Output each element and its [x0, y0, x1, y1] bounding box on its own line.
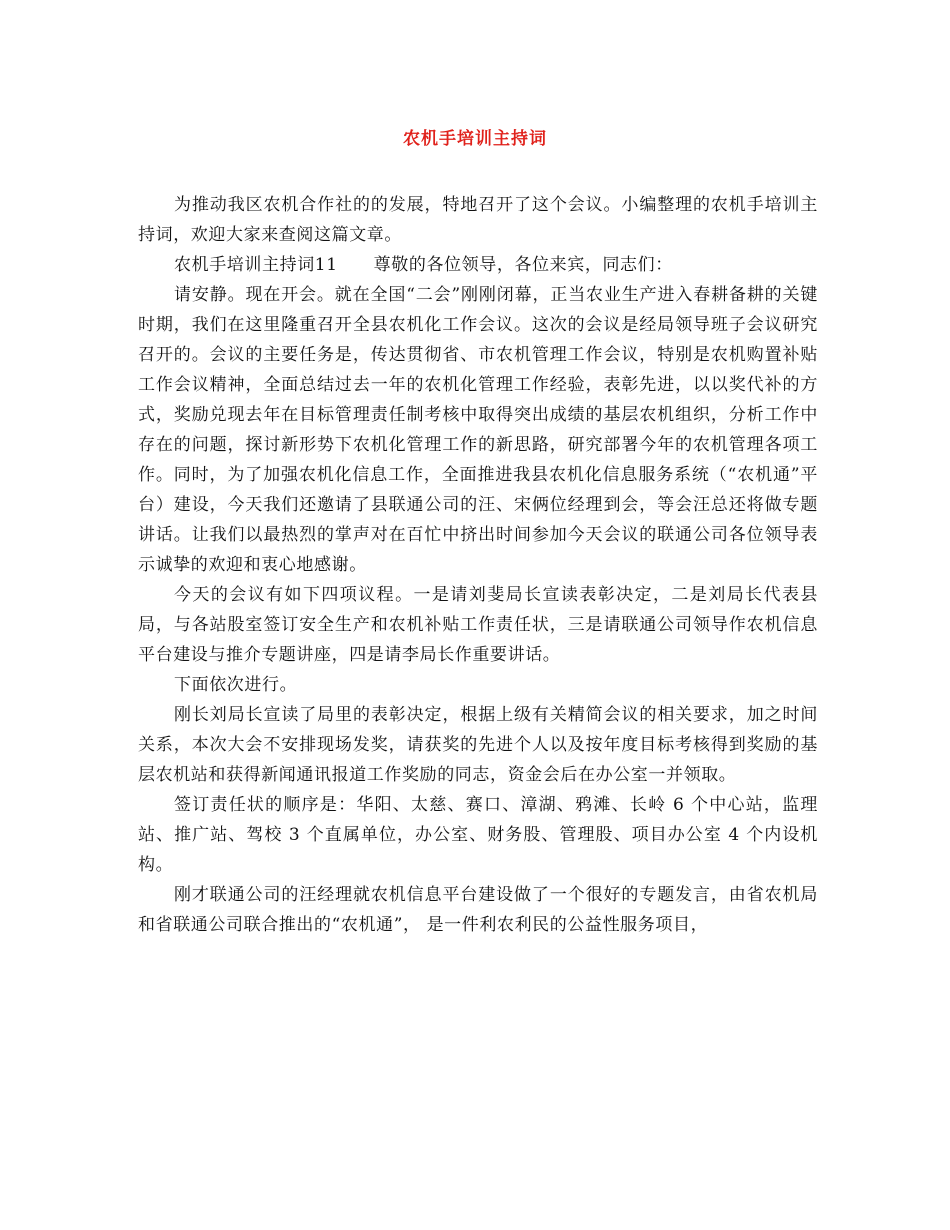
- heading-line-left: 农机手培训主持词11: [174, 255, 338, 275]
- paragraph-awards: 刚长刘局长宣读了局里的表彰决定，根据上级有关精简会议的相关要求，加之时间关系，本次大会不安排现场发奖，请获奖的先进个人以及按年度目标考核得到奖励的基层农机站和获得新闻通讯报道工作奖励的同志，资金会后在办公室一并领取。: [138, 705, 818, 785]
- heading-line-right: 尊敬的各位领导，各位来宾，同志们：: [373, 255, 673, 275]
- document-title: 农机手培训主持词: [403, 129, 547, 149]
- paragraph-intro: 为推动我区农机合作社的的发展，特地召开了这个会议。小编整理的农机手培训主持词，欢迎大家来查阅这篇文章。: [138, 195, 818, 245]
- paragraph-opening: 请安静。现在开会。就在全国“二会”刚刚闭幕，正当农业生产进入春耕备耕的关键时期，我们在这里隆重召开全县农机化工作会议。这次的会议是经局领导班子会议研究召开的。会议的主要任务是，传达贯彻省、市农机管理工作会议，特别是农机购置补贴工作会议精神，全面总结过去一年的农机化管理工作经验，表彰先进，以以奖代补的方式，奖励兑现去年在目标管理责任制考核中取得突出成绩的基层农机组织，分析工作中存在的问题，探讨新形势下农机化管理工作的新思路，研究部署今年的农机管理各项工作。同时，为了加强农机化信息工作，全面推进我县农机化信息服务系统（“农机通”平台）建设，今天我们还邀请了县联通公司的汪、宋俩位经理到会，等会汪总还将做专题讲话。让我们以最热烈的掌声对在百忙中挤出时间参加今天会议的联通公司各位领导表示诚挚的欢迎和衷心地感谢。: [138, 285, 818, 575]
- paragraph-signing-order: 签订责任状的顺序是：华阳、太慈、赛口、漳湖、鸦滩、长岭 6 个中心站，监理站、推广站、驾校 3 个直属单位，办公室、财务股、管理股、项目办公室 4 个内设机构。: [138, 795, 818, 875]
- paragraph-proceed: 下面依次进行。: [174, 675, 298, 695]
- document-body: [138, 190, 818, 940]
- paragraph-unicom-talk: 刚才联通公司的汪经理就农机信息平台建设做了一个很好的专题发言，由省农机局和省联通公司联合推出的“农机通”， 是一件利农利民的公益性服务项目，: [138, 885, 818, 935]
- paragraph-heading-line: [138, 250, 818, 280]
- paragraph-agenda: 今天的会议有如下四项议程。一是请刘斐局长宣读表彰决定，二是刘局长代表县局，与各站股室签订安全生产和农机补贴工作责任状，三是请联通公司领导作农机信息平台建设与推介专题讲座，四是请李局长作重要讲话。: [138, 585, 818, 665]
